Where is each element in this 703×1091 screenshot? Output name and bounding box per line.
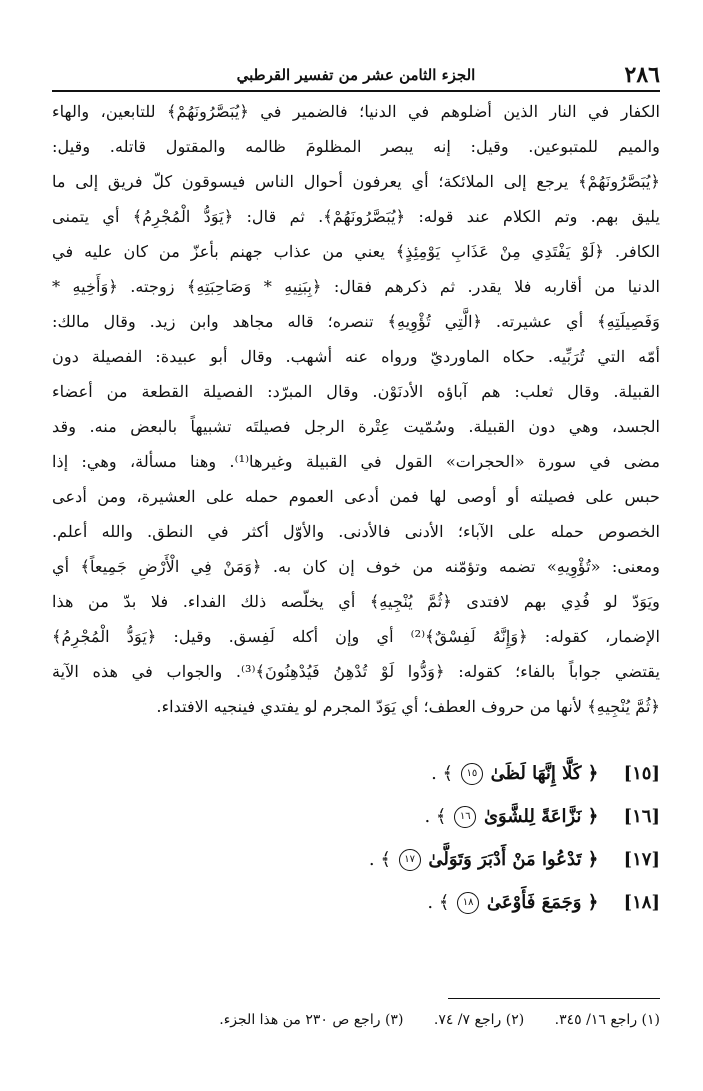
verse-list <box>52 752 660 924</box>
text-line: مضى في سورة «الحجرات» القول في القبيلة وغيرها⁽¹⁾. وهنا مسألة، وهي: إذا <box>52 452 660 471</box>
text-line: ومعنى: «تُؤْوِيهِ» تضمه وتؤمّنه من خوف إن كان به. ﴿وَمَنْ فِي الْأَرْضِ جَمِيعاً﴾ أي <box>52 557 660 576</box>
text-line: الإضمار، كقوله: ﴿وَإِنَّهُ لَفِسْقٌ﴾⁽²⁾ أي وإن أكله لَفِسق. وقيل: ﴿يَوَدُّ الْمُجْرِمُ﴾ <box>52 627 660 646</box>
footnote: (١) راجع ١٦/ ٣٤٥. <box>554 1012 660 1028</box>
running-title: الجزء الثامن عشر من تفسير القرطبي <box>236 66 476 84</box>
verse-text: ﴿ نَزَّاعَةً لِلشَّوَىٰ <box>483 806 599 827</box>
verse-text: ﴿ كَلَّا إِنَّهَا لَظَىٰ <box>490 763 599 784</box>
text-line: حبس على فصيلته أو أوصى لها فمن أدعى العموم حمله على العشيرة، ومن أدعى <box>52 487 660 506</box>
footnote: (٣) راجع ص ٢٣٠ من هذا الجزء. <box>219 1012 404 1028</box>
text-line: الدنيا من أقاربه فلا يقدر. ثم ذكرهم فقال: ﴿بِبَنِيهِ * وَصَاحِبَتِهِ﴾ زوجته. ﴿وَأَخِيهِ * <box>52 277 660 296</box>
ayah-end-marker: ١٨ <box>457 892 479 914</box>
verse-closing: ﴾ . <box>431 763 454 784</box>
verse-item <box>52 881 660 924</box>
verse-number: [١٧] <box>623 849 660 870</box>
text-line: يقتضي جواباً بالفاء؛ كقوله: ﴿وَدُّوا لَوْ تُدْهِنُ فَيُدْهِنُونَ﴾⁽³⁾. والجواب في هذه الآية <box>52 662 660 681</box>
verse-closing: ﴾ . <box>427 892 450 913</box>
text-line: القبيلة. وقال ثعلب: هم آباؤه الأدنَوْن. وقال المبرّد: الفصيلة القطعة من أعضاء <box>52 382 660 401</box>
ayah-end-marker: ١٦ <box>454 806 476 828</box>
text-line: والميم للمتبوعين. وقيل: إنه يبصر المظلومَ ظالمه والمقتول قاتله. وقيل: <box>52 137 660 156</box>
footnote-divider <box>448 998 660 999</box>
verse-number: [١٦] <box>623 806 660 827</box>
ayah-end-marker: ١٧ <box>399 849 421 871</box>
verse-number: [١٨] <box>623 892 660 913</box>
text-line: أمّه التي تُرَبِّيه. حكاه الماورديّ ورواه عنه أشهب. وقال أبو عبيدة: الفصيلة دون <box>52 347 660 366</box>
verse-item <box>52 795 660 838</box>
verse-number: [١٥] <box>623 763 660 784</box>
text-line: ﴿يُبَصَّرُونَهُمْ﴾ يرجع إلى الملائكة؛ أي يعرفون أحوال الناس فيسوقون كلّ فريق إلى ما <box>52 172 660 191</box>
text-line: ويَوَدّ لو فُدِي بهم لافتدى ﴿ثُمَّ يُنْجِيهِ﴾ أي يخلّصه ذلك الفداء. فلا بدّ من هذا <box>52 592 660 611</box>
verse-closing: ﴾ . <box>368 849 391 870</box>
text-line: الجسد، وهي دون القبيلة. وسُمّيت عِتْرة الرجل فصيلتَه تشبيهاً بالبعض منه. وقد <box>52 417 660 436</box>
page-number: ٢٨٦ <box>624 62 660 88</box>
verse-text: ﴿ تَدْعُوا مَنْ أَدْبَرَ وَتَوَلَّىٰ <box>428 849 599 870</box>
footnote: (٢) راجع ٧/ ٧٤. <box>433 1012 525 1028</box>
text-line: ﴿ثُمَّ يُنْجِيهِ﴾ لأنها من حروف العطف؛ أي يَوَدّ المجرم لو يفتدي فينجيه الافتداء. <box>156 697 660 716</box>
commentary-text <box>52 94 660 724</box>
page-header <box>52 60 660 90</box>
ayah-end-marker: ١٥ <box>461 763 483 785</box>
text-line: الكفار في النار الذين أضلوهم في الدنيا؛ فالضمير في ﴿يُبَصَّرُونَهُمْ﴾ للتابعين، والهاء <box>52 102 660 121</box>
verse-item <box>52 838 660 881</box>
verse-item <box>52 752 660 795</box>
footnotes <box>52 1006 660 1034</box>
text-line: وَفَصِيلَتِهِ﴾ أي عشيرته. ﴿الَّتِي تُؤْوِيهِ﴾ تنصره؛ قاله مجاهد وابن زيد. وقال مالك: <box>52 312 660 331</box>
header-divider <box>52 90 660 92</box>
text-line: الكافر. ﴿لَوْ يَفْتَدِي مِنْ عَذَابِ يَوْمِئِذٍ﴾ يعني من عذاب جهنم بأعزّ من كان عليه في <box>52 242 660 261</box>
verse-closing: ﴾ . <box>424 806 447 827</box>
verse-text: ﴿ وَجَمَعَ فَأَوْعَىٰ <box>486 892 599 913</box>
text-line: الخصوص حمله على الآباء؛ الأدنى فالأدنى. والأوّل أكثر في النطق. والله أعلم. <box>52 522 660 541</box>
text-line: يليق بهم. وتم الكلام عند قوله: ﴿يُبَصَّرُونَهُمْ﴾. ثم قال: ﴿يَوَدُّ الْمُجْرِمُ﴾ أي يتمنى <box>52 207 660 226</box>
